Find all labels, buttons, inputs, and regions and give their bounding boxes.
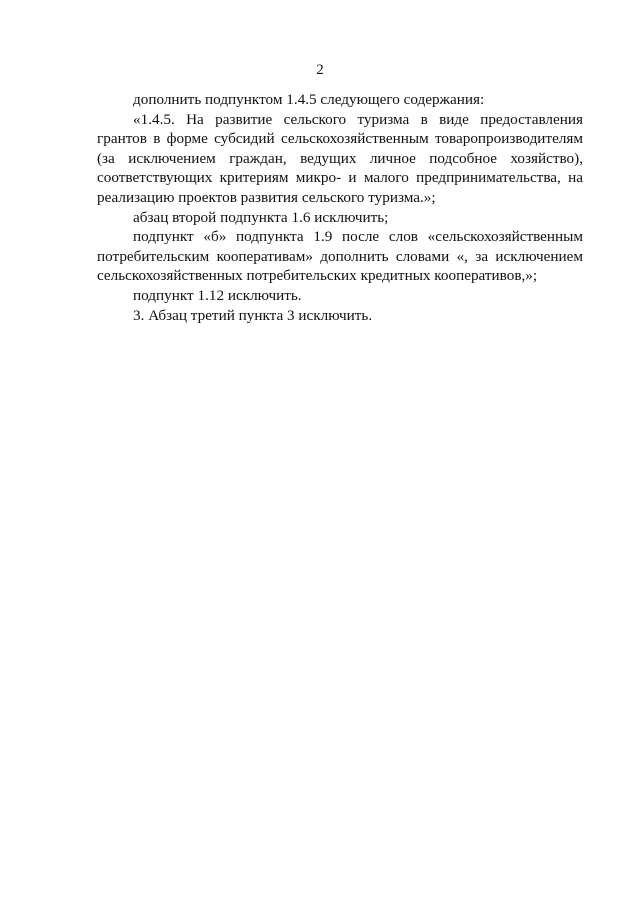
paragraph-remove-1-6: абзац второй подпункта 1.6 исключить;	[133, 208, 389, 226]
paragraph-add-subclause: дополнить подпунктом 1.4.5 следующего содержания:	[133, 91, 485, 108]
paragraph-amend-1-9: подпункт «б» подпункта 1.9 после слов «сельскохозяйственным потребительским кооперативам» дополнить словами «, за исключением сельскохозяйственных потребительских кредитных кооперативов,»;	[97, 228, 583, 285]
page-number: 2	[316, 62, 324, 78]
paragraph-item-3: 3. Абзац третий пункта 3 исключить.	[133, 306, 373, 324]
document-body	[97, 90, 583, 325]
paragraph-remove-1-12: подпункт 1.12 исключить.	[133, 286, 302, 304]
paragraph-subclause-1-4-5: «1.4.5. На развитие сельского туризма в виде предоставления грантов в форме субсидий сельскохозяйственным товаропроизводителям (за исключением граждан, ведущих личное подсобное хозяйство), соответствующих критериям микро- и малого предпринимательства, на реализацию проектов развития сельского туризма.»;	[97, 110, 583, 206]
